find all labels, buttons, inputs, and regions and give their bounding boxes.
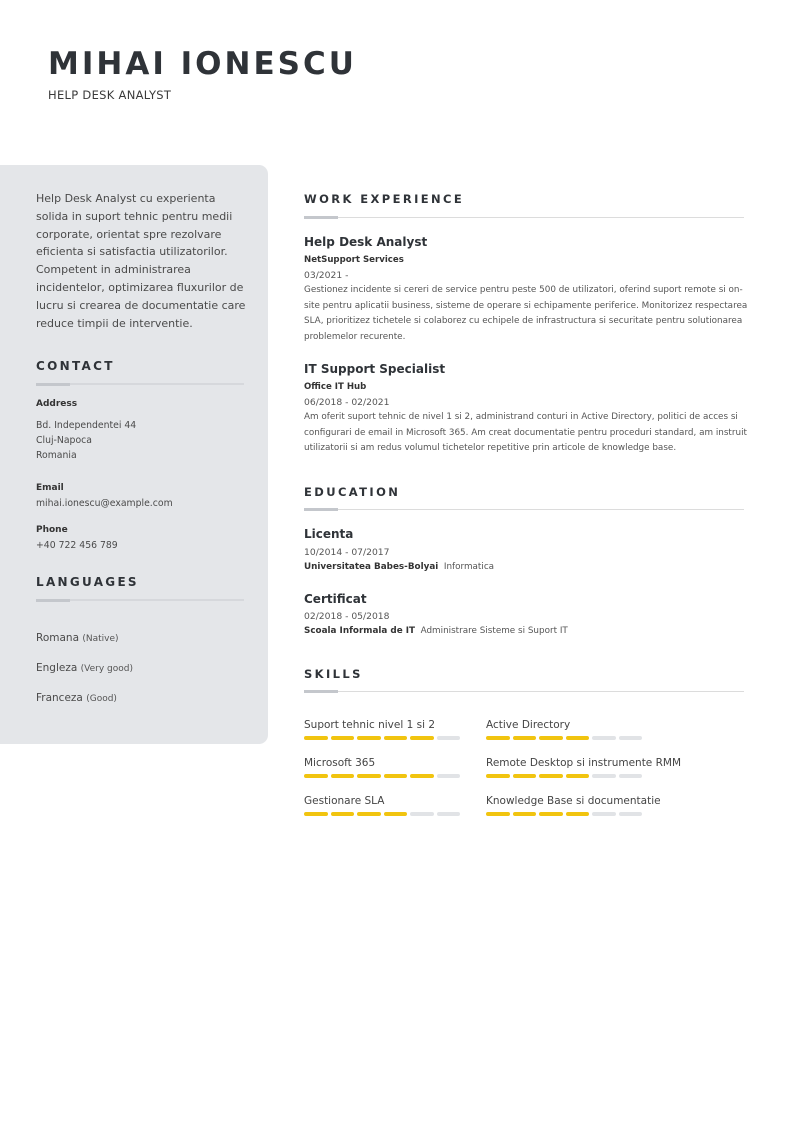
skill-level-filled-segment [384,774,408,778]
education-institution [304,562,494,572]
language-name: Engleza [36,662,78,674]
phone-label: Phone [36,525,68,535]
education-heading: EDUCATION [304,485,401,499]
profile-summary: Help Desk Analyst cu experienta solida in suport tehnic pentru medii corporate, orientat spre rezolvare eficienta si satisfactia utilizatorilor. Competent in administrarea incidentelor, optimizarea fluxurilor de lucru si crearea de documentatie care reduce timpii de interventie. [36,192,246,330]
language-item [36,662,133,674]
skill-level-filled-segment [539,812,563,816]
skill-level-empty-segment [592,774,616,778]
skill-level-empty-segment [437,736,461,740]
skill-level-empty-segment [437,774,461,778]
work-divider [304,217,744,218]
skill-name: Remote Desktop si instrumente RMM [486,757,682,769]
job-position: IT Support Specialist [304,362,446,376]
institution-name: Scoala Informala de IT [304,626,416,636]
skill-level-filled-segment [486,774,510,778]
skill-level-filled-segment [357,774,381,778]
skill-level-filled-segment [486,736,510,740]
language-level: (Very good) [80,664,133,674]
education-field: Administrare Sisteme si Suport IT [420,626,568,636]
skill-level-filled-segment [513,812,537,816]
phone-value[interactable]: +40 722 456 789 [36,540,118,551]
skill-name: Microsoft 365 [304,757,376,769]
skill-level-filled-segment [384,812,408,816]
education-dates: 02/2018 - 05/2018 [304,611,390,622]
candidate-name: MIHAI IONESCU [48,46,357,82]
job-position: Help Desk Analyst [304,235,428,249]
skill-level-empty-segment [410,812,434,816]
job-description: Am oferit suport tehnic de nivel 1 si 2, administrand conturi in Active Directory, politici de acces si configurari de email in Microsoft 365. Am creat documentatie pentru proceduri standard, am instruit utilizatorii si am redus volumul tichetelor repetitive prin articole de knowledge base. [304,412,747,453]
skill-name: Gestionare SLA [304,795,385,807]
skills-heading: SKILLS [304,667,363,681]
language-item [36,632,119,644]
skill-level-filled-segment [410,736,434,740]
skill-level-filled-segment [304,736,328,740]
skill-item [304,795,484,816]
language-item [36,692,117,704]
skill-level-filled-segment [357,812,381,816]
skill-level-filled-segment [331,812,355,816]
skill-level-empty-segment [592,812,616,816]
education-dates: 10/2014 - 07/2017 [304,547,390,558]
work-experience-heading: WORK EXPERIENCE [304,192,465,206]
language-level: (Native) [82,634,119,644]
job-company: NetSupport Services [304,255,404,265]
skill-level-empty-segment [619,774,643,778]
skill-level-filled-segment [539,774,563,778]
address-line: Cluj-Napoca [36,435,92,446]
education-field: Informatica [443,562,495,572]
languages-heading: LANGUAGES [36,575,139,589]
skill-level-empty-segment [592,736,616,740]
skill-name: Knowledge Base si documentatie [486,795,661,807]
language-name: Franceza [36,692,83,704]
skills-divider [304,691,744,692]
email-value[interactable]: mihai.ionescu@example.com [36,498,173,509]
skill-level-filled-segment [331,774,355,778]
skill-level-filled-segment [384,736,408,740]
skill-level-filled-segment [566,736,590,740]
skill-level-filled-segment [357,736,381,740]
skill-level-empty-segment [619,736,643,740]
skill-level-bar [304,736,484,740]
skill-level-bar [304,812,484,816]
education-degree: Certificat [304,592,367,606]
skill-name: Active Directory [486,719,571,731]
job-dates: 06/2018 - 02/2021 [304,397,390,408]
institution-name: Universitatea Babes-Bolyai [304,562,439,572]
contact-divider [36,383,244,385]
skill-level-filled-segment [331,736,355,740]
skill-level-bar [486,774,666,778]
skill-item [486,719,666,740]
address-line: Romania [36,450,77,461]
skill-level-filled-segment [566,774,590,778]
skill-level-empty-segment [619,812,643,816]
language-name: Romana [36,632,79,644]
education-degree: Licenta [304,527,354,541]
job-dates: 03/2021 - [304,270,349,281]
skill-level-filled-segment [566,812,590,816]
job-description: Gestionez incidente si cereri de service pentru peste 500 de utilizatori, oferind suport remote si on-site pentru aplicatii business, sisteme de operare si echipamente periferice. Monitorizez respectarea SLA, prioritizez tichetele si colaborez cu echipele de infrastructura si securitate pentru solutionarea problemelor recurente. [304,285,748,342]
contact-heading: CONTACT [36,359,115,373]
skill-item [304,757,484,778]
skill-level-filled-segment [410,774,434,778]
skill-level-filled-segment [513,774,537,778]
skill-level-bar [486,812,666,816]
address-label: Address [36,399,78,409]
skill-level-filled-segment [539,736,563,740]
skill-item [486,795,666,816]
skill-item [486,757,682,778]
skill-level-filled-segment [486,812,510,816]
email-label: Email [36,483,64,493]
language-level: (Good) [86,694,117,704]
languages-divider [36,599,244,601]
skill-level-filled-segment [513,736,537,740]
skill-level-empty-segment [437,812,461,816]
skill-level-bar [486,736,666,740]
skill-level-bar [304,774,484,778]
education-divider [304,509,744,510]
skill-item [304,719,484,740]
education-institution [304,626,568,636]
job-title: HELP DESK ANALYST [48,88,172,102]
skill-level-filled-segment [304,774,328,778]
skill-name: Suport tehnic nivel 1 si 2 [304,719,436,731]
address-line: Bd. Independentei 44 [36,420,137,431]
job-company: Office IT Hub [304,382,367,392]
skill-level-filled-segment [304,812,328,816]
